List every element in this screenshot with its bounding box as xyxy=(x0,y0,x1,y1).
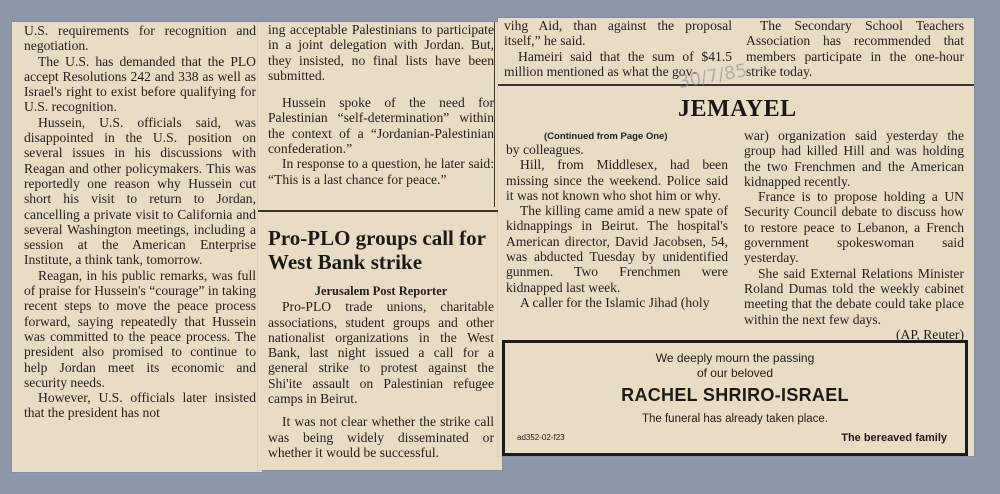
death-notice xyxy=(502,340,968,456)
right-top-paragraph: Hameiri said that the sum of $41.5 million mentioned as what the gov- xyxy=(504,48,732,79)
jemayel-paragraph: A caller for the Islamic Jihad (holy xyxy=(520,294,710,310)
column-divider-vertical xyxy=(494,22,495,207)
deceased-name: RACHEL SHRIRO-ISRAEL xyxy=(621,385,849,405)
jemayel-column-2 xyxy=(744,128,964,342)
jemayel-column-1 xyxy=(506,142,728,310)
left-paragraph: The U.S. has demanded that the PLO accept Resolutions 242 and 338 as well as Israel's right to exist before qualifying for U.S. recognition. xyxy=(24,53,256,115)
left-article-column xyxy=(24,23,256,421)
middle-paragraph: Hussein spoke of the need for Palestinian “self-determination” within the context of a “Jordanian-Palestinian confederation.” xyxy=(268,95,494,157)
jemayel-paragraph: war) organization said yesterday the group had killed Hill and was holding the two Frenchmen and the American kidnapped recently. xyxy=(744,128,964,189)
notice-line-2: of our beloved xyxy=(696,366,774,380)
notice-line-1: We deeply mourn the passing xyxy=(655,351,815,365)
byline: Jerusalem Post Reporter xyxy=(314,284,448,298)
handwritten-note: 30/7/85 xyxy=(676,60,749,93)
continued-label: (Continued from Page One) xyxy=(544,131,668,142)
middle-paragraph: In response to a question, he later said: “This is a last chance for peace.” xyxy=(268,156,494,187)
left-paragraph: U.S. requirements for recognition and negotiation. xyxy=(24,23,256,54)
notice-signature: The bereaved family xyxy=(841,432,947,444)
left-paragraph: Hussein, U.S. officials said, was disappointed in the U.S. position on several issues in his discussions with Reagan and other policymakers. This was reportedly one reason why Hussein cut short his visit to return to Jordan, cancelling a private visit to California and several Washington meetings, including a session at the American Enterprise Institute, a think tank, tomorrow. xyxy=(24,114,256,268)
headline-strike: Pro-PLO groups call for West Bank strike xyxy=(268,226,486,274)
right-top-paragraph: The Secondary School Teachers Association has recommended that members participate in the one-hour strike today. xyxy=(746,18,964,79)
jemayel-paragraph: She said External Relations Minister Roland Dumas told the weekly cabinet meeting that the debate could take place within the next few days. xyxy=(744,265,964,327)
right-top-paragraph: vihg Aid, than against the proposal itself,” he said. xyxy=(504,18,732,49)
strike-paragraph: It was not clear whether the strike call was being widely disseminated or whether it would be successful. xyxy=(268,414,494,460)
middle-paragraph: ing acceptable Palestinians to participate in a joint delegation with Jordan. But, they insisted, no final lists have been submitted. xyxy=(268,22,494,83)
jemayel-headline: JEMAYEL xyxy=(678,96,797,122)
strike-paragraph: Pro-PLO trade unions, charitable associations, student groups and other nationalist organizations in the West Bank, last night issued a call for a general strike to protest against the Shi'ite assault on Palestinian refugee camps in Beirut. xyxy=(268,299,494,407)
right-top-column-2 xyxy=(746,18,964,79)
left-paragraph: Reagan, in his public remarks, was full of praise for Hussein's “courage” in taking recent steps to move the peace process forward, saying repeatedly that Hussein was committed to the peace process. The president also promised to continue to help Jordan meet its economic and security needs. xyxy=(24,267,256,390)
middle-clipping xyxy=(258,22,502,470)
jemayel-paragraph: France is to propose holding a UN Security Council debate to discuss how to restore peace to Lebanon, a French government spokeswoman said yesterday. xyxy=(744,189,964,266)
right-clipping xyxy=(498,18,974,456)
middle-article-strike xyxy=(268,284,494,460)
middle-article-top xyxy=(268,22,494,187)
right-top-divider xyxy=(498,84,974,86)
jemayel-paragraph: by colleagues. xyxy=(506,142,584,157)
left-clipping xyxy=(12,22,262,472)
funeral-note: The funeral has already taken place. xyxy=(641,413,829,425)
section-divider-horizontal xyxy=(258,210,502,212)
jemayel-paragraph: The killing came amid a new spate of kidnappings in Beirut. The hospital's American director, David Jacobsen, 54, was abducted Tuesday by unidentified gunmen. Two Frenchmen were kidnapped last week. xyxy=(506,203,728,295)
ad-code: ad352-02-f23 xyxy=(517,433,565,442)
jemayel-paragraph: Hill, from Middlesex, had been missing since the weekend. Police said it was not known who shot him or why. xyxy=(506,157,728,203)
left-paragraph: However, U.S. officials later insisted that the president has not xyxy=(24,390,256,421)
wire-credit: (AP, Reuter) xyxy=(896,326,964,342)
